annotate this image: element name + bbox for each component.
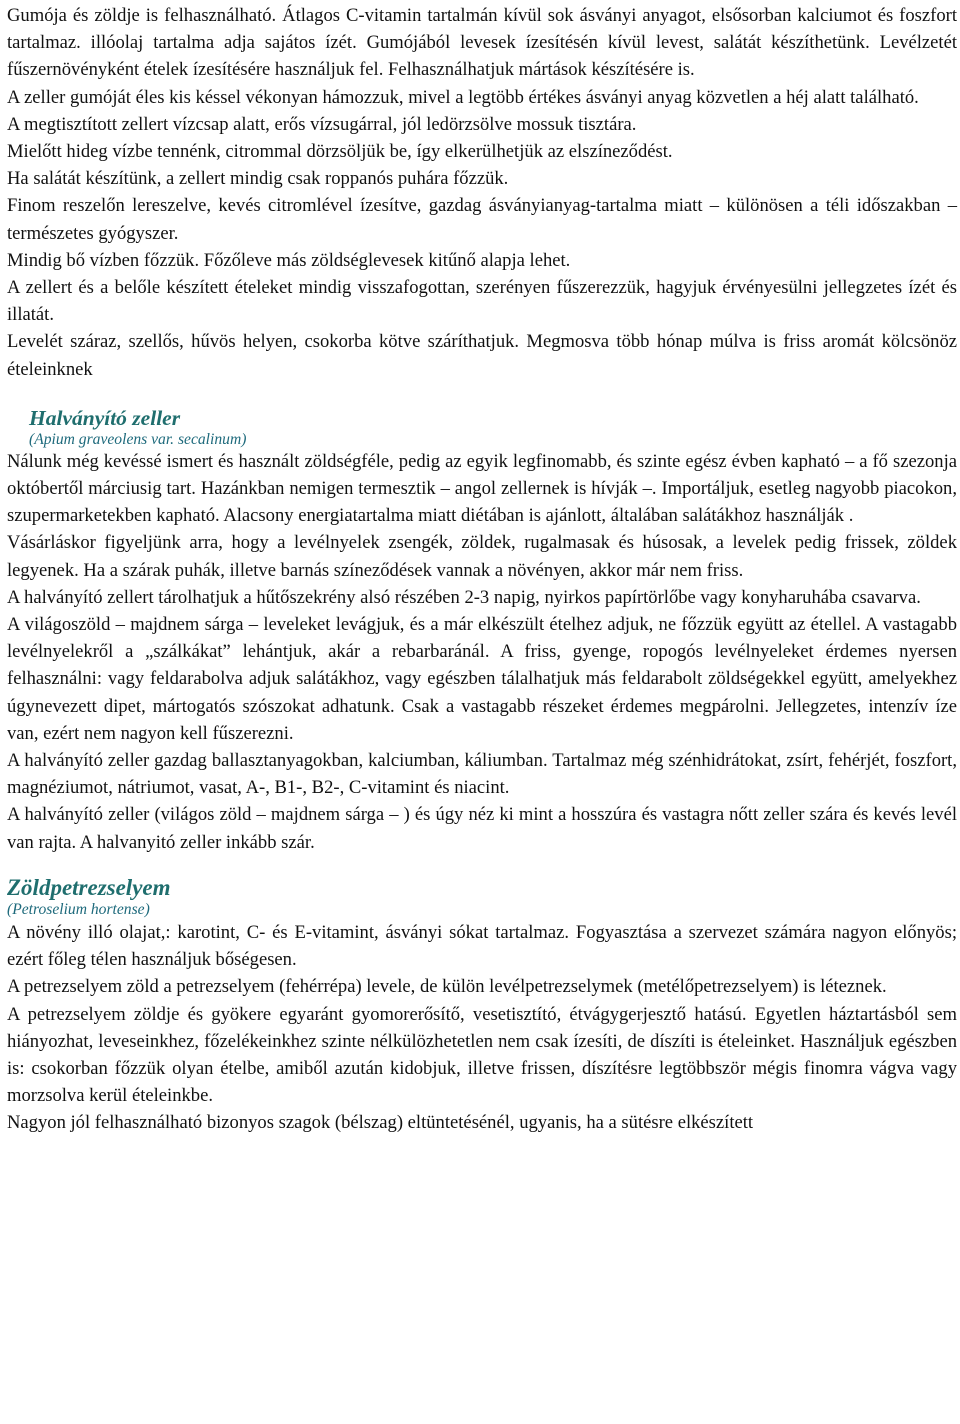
intro-paragraph-2: A zeller gumóját éles kis késsel vékonyan hámozzuk, mivel a legtöbb értékes ásványi anyag közvetlen a héj alatt található. (7, 86, 919, 108)
latin-name-celery: (Apium graveolens var. secalinum) (29, 430, 247, 448)
celery-paragraph-2: Vásárláskor figyeljünk arra, hogy a levélnyelek zsengék, zöldek, rugalmasak és húsosak, a levelek pedig frissek, zöldek legyenek. Ha a szárak puhák, illetve barnás színeződések vannak a növényen, akkor már nem friss. (7, 532, 957, 581)
document-page (7, 2, 957, 1137)
parsley-section (7, 874, 957, 1137)
celery-paragraph-1: Nálunk még kevéssé ismert és használt zöldségféle, pedig az egyik legfinomabb, és szinte egész évben kapható – a fő szezonja októbertől márciusig tart. Hazánkban nemigen termesztik – angol zellernek is hívják –. Importáljuk, esetleg nagyobb piacokon, szupermarketekben kapható. Alacsony energiatartalma miatt diétában is ajánlott, általában salátákhoz használják . (7, 450, 957, 527)
intro-paragraph-7: Mindig bő vízben főzzük. Főzőleve más zöldséglevesek kitűnő alapja lehet. (7, 249, 571, 271)
section-heading-parsley: Zöldpetrezselyem (7, 874, 171, 900)
intro-paragraph-1: Gumója és zöldje is felhasználható. Átlagos C-vitamin tartalmán kívül sok ásványi anyagot, elsősorban kalciumot és foszfort tartalmaz. illóolaj tartalma adja sajátos ízét. Gumójából levesek ízesítésén kívül levest, salátát készíthetünk. Levélzetét fűszernövényként ételek ízesítésére használjuk fel. Felhasználhatjuk mártások készítésére is. (7, 5, 957, 81)
intro-paragraph-9: Levelét száraz, szellős, hűvös helyen, csokorba kötve száríthatjuk. Megmosva több hónap múlva is friss aromát kölcsönöz ételeinknek (7, 331, 957, 380)
celery-paragraph-4: A világoszöld – majdnem sárga – leveleket levágjuk, és a már elkészült ételhez adjuk, ne főzzük együtt az étellel. A vastagabb levélnyelekről a „szálkákat” lehántjuk, akár a rebarbaránál. A friss, gyenge, ropogós levélnyeleket érdemes nyersen felhasználni: vagy feldarabolva adjuk salátákhoz, vagy egészben tálalhatjuk más feldarabolt zöldségekkel együtt, amelyekhez úgynevezett dipet, mártogatós szószokat adhatunk. Csak a vastagabb részeket érdemes megpárolni. Jellegzetes, intenzív íze van, ezért nem nagyon kell fűszerezni. (7, 614, 957, 744)
celery-paragraph-5: A halványító zeller gazdag ballasztanyagokban, kalciumban, káliumban. Tartalmaz még szénhidrátokat, zsírt, fehérjét, foszfort, magnéziumot, nátriumot, vasat, A-, B1-, B2-, C-vitamint és niacint. (7, 750, 957, 799)
section-heading-celery: Halványító zeller (29, 405, 181, 430)
celery-section (7, 405, 957, 856)
celery-paragraph-3: A halványító zellert tárolhatjuk a hűtőszekrény alsó részében 2-3 napig, nyirkos papírtörlőbe vagy konyharuhába csavarva. (7, 586, 921, 608)
intro-paragraph-4: Mielőtt hideg vízbe tennénk, citrommal dörzsöljük be, így elkerülhetjük az elszíneződést. (7, 141, 673, 163)
intro-paragraph-5: Ha salátát készítünk, a zellert mindig csak roppanós puhára főzzük. (7, 168, 509, 190)
parsley-paragraph-1: A növény illó olajat,: karotint, C- és E-vitamint, ásványi sókat tartalmaz. Fogyasztása a szervezet számára nagyon előnyös; ezért főleg télen használjuk bőségesen. (7, 921, 957, 971)
intro-section (7, 2, 957, 383)
section-spacer (7, 383, 957, 405)
section-spacer (7, 856, 957, 874)
intro-paragraph-3: A megtisztított zellert vízcsap alatt, erős vízsugárral, jól ledörzsölve mossuk tisztára. (7, 113, 637, 135)
parsley-paragraph-2: A petrezselyem zöld a petrezselyem (fehérrépa) levele, de külön levélpetrezselymek (metélőpetrezselyem) is léteznek. (7, 976, 887, 998)
parsley-paragraph-3: A petrezselyem zöldje és gyökere egyaránt gyomorerősítő, vesetisztító, étvágygerjesztő hatású. Egyetlen háztartásból sem hiányozhat, leveseinkhez, főzelékeinkhez szinte nélkülözhetetlen nem csak ízesíti, de díszíti is ételeinket. Használjuk egészben is: csokorban főzzük olyan ételbe, amiből azután kidobjuk, illetve frissen, díszítésre legtöbbször mégis finomra vágva vagy morzsolva kerül ételeinkbe. (7, 1003, 957, 1107)
intro-paragraph-8: A zellert és a belőle készített ételeket mindig visszafogottan, szerényen fűszerezzük, hagyjuk érvényesülni jellegzetes ízét és illatát. (7, 277, 957, 326)
latin-name-parsley: (Petroselium hortense) (7, 900, 150, 918)
parsley-paragraph-4: Nagyon jól felhasználható bizonyos szagok (bélszag) eltüntetésénél, ugyanis, ha a sütésre elkészített (7, 1112, 754, 1134)
celery-paragraph-6: A halványító zeller (világos zöld – majdnem sárga – ) és úgy néz ki mint a hosszúra és vastagra nőtt zeller szára és kevés levél van rajta. A halvanyitó zeller inkább szár. (7, 804, 957, 853)
intro-paragraph-6: Finom reszelőn lereszelve, kevés citromlével ízesítve, gazdag ásványianyag-tartalma miatt – különösen a téli időszakban – természetes gyógyszer. (7, 195, 957, 244)
